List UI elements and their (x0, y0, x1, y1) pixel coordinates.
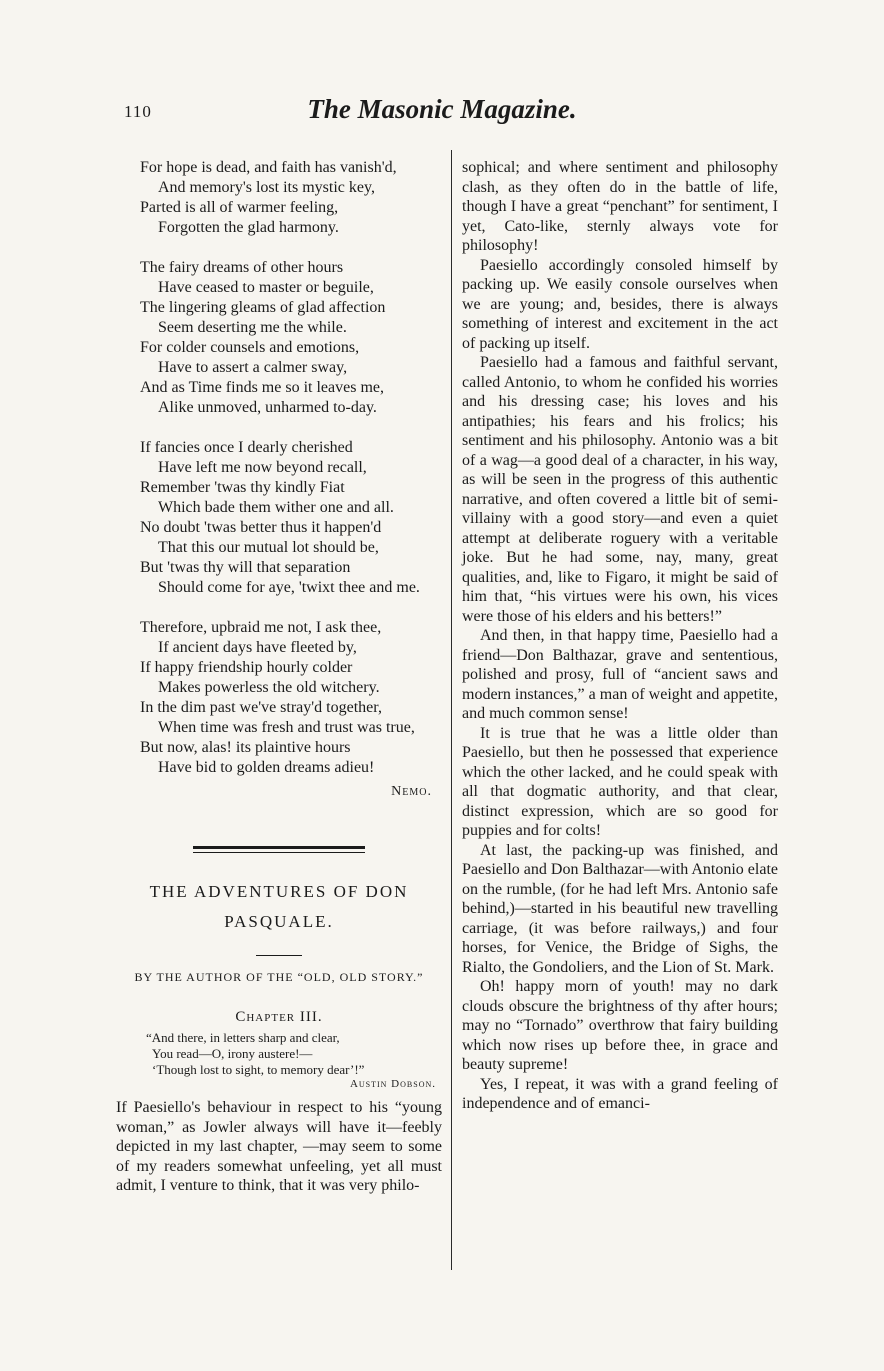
poem-line: But 'twas thy will that separation (140, 559, 351, 576)
poem-line: If fancies once I dearly cherished (140, 439, 353, 456)
left-prose (116, 1098, 442, 1196)
article-title-line-1: THE ADVENTURES OF DON (149, 882, 409, 901)
paragraph: sophical; and where sentiment and philosophy clash, as they often do in the battle of life, though I have a great “penchant” for sentiment, I yet, Cato-like, sternly always vote for philosophy! (462, 159, 778, 254)
poem-line: For hope is dead, and faith has vanish'd, (140, 159, 397, 176)
paragraph: If Paesiello's behaviour in respect to his “young woman,” as Jowler always will have it—feebly depicted in my last chapter, —may seem to some of my readers somewhat unfeeling, yet all must admit, I venture to think, that it was very philo- (116, 1099, 442, 1194)
paragraph: And then, in that happy time, Paesiello had a friend—Don Balthazar, grave and sententious, polished and prosy, full of “ancient saws and modern instances,” a man of weight and appetite, and much common sense! (462, 627, 778, 722)
paragraph: Oh! happy morn of youth! may no dark clouds obscure the brightness of thy after hours; may no “Tornado” overthrow that fairy building which now rises up before thee, in grace and beauty supreme! (462, 978, 778, 1073)
epigraph (146, 1030, 442, 1078)
left-column (116, 158, 442, 1196)
column-divider (451, 150, 452, 1270)
right-prose (462, 158, 778, 1114)
page-header (0, 94, 884, 134)
poem-line: Therefore, upbraid me not, I ask thee, (140, 619, 382, 636)
running-title: The Masonic Magazine. (307, 94, 577, 124)
right-column (462, 158, 778, 1114)
paragraph: Paesiello had a famous and faithful servant, called Antonio, to whom he confided his worries and his dressing case; his loves and his antipathies; his fears and his frolics; his sentiment and his philosophy. Antonio was a bit of a wag—a good deal of a character, in his way, as will be seen in the progress of this authentic narrative, and often covered a little bit of semi-villainy with a good story—and even a quiet attempt at deliberate roguery with a veritable joke. But he had some, nay, many, great qualities, and, like to Figaro, it might be said of him that, “his virtues were his own, his vices were those of his elders and his betters!” (462, 354, 778, 625)
poem-line: And memory's lost its mystic key, (158, 179, 375, 196)
title-rule (256, 955, 302, 956)
poem-line: Alike unmoved, unharmed to-day. (158, 399, 377, 416)
section-rule (193, 846, 365, 853)
poem-line: If happy friendship hourly colder (140, 659, 353, 676)
article-title-line-2: PASQUALE. (224, 912, 334, 931)
paragraph: Paesiello accordingly consoled himself by packing up. We easily console ourselves when we are young; and, besides, there is always something of interest and excitement in the act of packing up itself. (462, 256, 778, 352)
article-title (116, 877, 442, 937)
poem-line: When time was fresh and trust was true, (158, 719, 415, 736)
poem-line: The lingering gleams of glad affection (140, 299, 386, 316)
poem-line: Seem deserting me the while. (158, 319, 347, 336)
poem-line: Should come for aye, 'twixt thee and me. (158, 579, 420, 596)
epigraph-line: You read—O, irony austere!— (152, 1046, 313, 1061)
chapter-heading: Chapter III. (235, 1009, 323, 1025)
poem-line: Have ceased to master or beguile, (158, 279, 374, 296)
poem-signature: Nemo. (391, 784, 432, 799)
poem-stanza (140, 158, 442, 238)
poem-line: If ancient days have fleeted by, (158, 639, 357, 656)
page-number: 110 (124, 102, 152, 121)
poem-line: Have bid to golden dreams adieu! (158, 759, 375, 776)
poem (140, 158, 442, 778)
poem-line: Forgotten the glad harmony. (158, 219, 339, 236)
poem-line: For colder counsels and emotions, (140, 339, 360, 356)
poem-line: Makes powerless the old witchery. (158, 679, 380, 696)
poem-line: Which bade them wither one and all. (158, 499, 394, 516)
paragraph: Yes, I repeat, it was with a grand feeling of independence and of emanci- (462, 1075, 778, 1112)
poem-line: But now, alas! its plaintive hours (140, 739, 351, 756)
paragraph: It is true that he was a little older than Paesiello, but then he possessed that experience which the other lacked, and he could speak with all that dogmatic authority, and that clear, distinct expression, which are so good for puppies and for colts! (462, 724, 778, 839)
epigraph-line: ‘Though lost to sight, to memory dear’!” (152, 1062, 365, 1077)
paragraph: At last, the packing-up was finished, and Paesiello and Don Balthazar—with Antonio elate on the rumble, (for he had left Mrs. Antonio safe behind,)—started in his beautiful new travelling carriage, (it was before railways,) and four horses, for Venice, the Bridge of Sighs, the Rialto, the Gondoliers, and the Lion of St. Mark. (462, 841, 778, 976)
epigraph-line: “And there, in letters sharp and clear, (146, 1030, 340, 1045)
byline: BY THE AUTHOR OF THE “OLD, OLD STORY.” (134, 970, 424, 984)
poem-line: Have to assert a calmer sway, (158, 359, 348, 376)
poem-stanza (140, 618, 442, 778)
poem-line: Parted is all of warmer feeling, (140, 199, 339, 216)
poem-line: That this our mutual lot should be, (158, 539, 379, 556)
poem-line: Remember 'twas thy kindly Fiat (140, 479, 345, 496)
epigraph-attribution: Austin Dobson. (349, 1078, 436, 1090)
poem-stanza (140, 438, 442, 598)
poem-line: In the dim past we've stray'd together, (140, 699, 382, 716)
poem-line: The fairy dreams of other hours (140, 259, 344, 276)
poem-line: No doubt 'twas better thus it happen'd (140, 519, 382, 536)
poem-line: And as Time finds me so it leaves me, (140, 379, 384, 396)
poem-stanza (140, 258, 442, 418)
poem-line: Have left me now beyond recall, (158, 459, 367, 476)
